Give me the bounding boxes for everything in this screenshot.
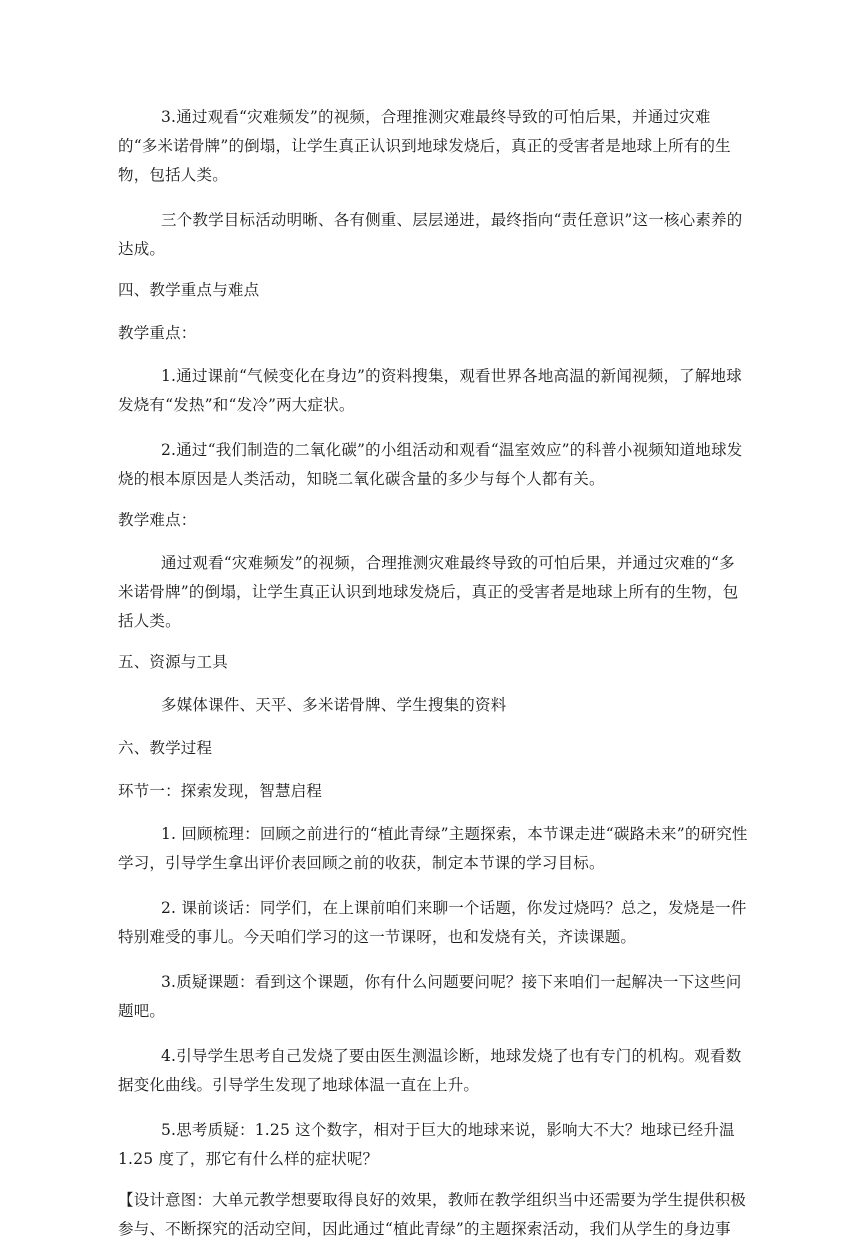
objectives-summary-paragraph: 三个教学目标活动明晰、各有侧重、层层递进，最终指向“责任意识”这一核心素养的达成。 — [118, 211, 743, 258]
design-intent-paragraph: 【设计意图：大单元教学想要取得良好的效果，教师在教学组织当中还需要为学生提供积极参与、不断探究的活动空间，因此通过“植此青绿”的主题探索活动，我们从学生的身边事 — [118, 1191, 747, 1238]
difficulty-paragraph: 通过观看“灾难频发”的视频，合理推测灾难最终导致的可怕后果，并通过灾难的“多米诺骨牌”的倒塌，让学生真正认识到地球发烧后，真正的受害者是地球上所有的生物，包括人类。 — [118, 554, 739, 630]
step-3-paragraph: 3.质疑课题：看到这个课题，你有什么问题要问呢？接下来咱们一起解决一下这些问题吧。 — [118, 973, 742, 1020]
step-2-paragraph: 2. 课前谈话：同学们，在上课前咱们来聊一个话题，你发过烧吗？总之，发烧是一件特别难受的事儿。今天咱们学习的这一节课呀，也和发烧有关，齐读课题。 — [118, 899, 747, 946]
key-point-1-paragraph: 1.通过课前“气候变化在身边”的资料搜集，观看世界各地高温的新闻视频，了解地球发烧有“发热”和“发冷”两大症状。 — [118, 367, 742, 414]
resources-paragraph: 多媒体课件、天平、多米诺骨牌、学生搜集的资料 — [161, 696, 507, 714]
objective-3-paragraph: 3.通过观看“灾难频发”的视频，合理推测灾难最终导致的可怕后果，并通过灾难的“多米诺骨牌”的倒塌，让学生真正认识到地球发烧后，真正的受害者是地球上所有的生物，包括人类。 — [118, 108, 731, 184]
subheading-stage-one: 环节一：探索发现，智慧启程 — [118, 782, 323, 800]
section-heading-resources: 五、资源与工具 — [118, 653, 228, 671]
subheading-key-points: 教学重点： — [118, 324, 197, 342]
section-heading-key-points: 四、教学重点与难点 — [118, 281, 260, 299]
step-4-paragraph: 4.引导学生思考自己发烧了要由医生测温诊断，地球发烧了也有专门的机构。观看数据变化曲线。引导学生发现了地球体温一直在上升。 — [118, 1047, 742, 1094]
step-1-paragraph: 1. 回顾梳理：回顾之前进行的“植此青绿”主题探索，本节课走进“碳路未来”的研究性学习，引导学生拿出评价表回顾之前的收获，制定本节课的学习目标。 — [118, 825, 748, 872]
key-point-2-paragraph: 2.通过“我们制造的二氧化碳”的小组活动和观看“温室效应”的科普小视频知道地球发烧的根本原因是人类活动，知晓二氧化碳含量的多少与每个人都有关。 — [118, 441, 743, 488]
subheading-difficulties: 教学难点： — [118, 511, 197, 529]
step-5-paragraph: 5.思考质疑：1.25 这个数字，相对于巨大的地球来说，影响大不大？地球已经升温 1.25 度了，那它有什么样的症状呢？ — [118, 1121, 735, 1168]
section-heading-teaching-process: 六、教学过程 — [118, 739, 213, 757]
